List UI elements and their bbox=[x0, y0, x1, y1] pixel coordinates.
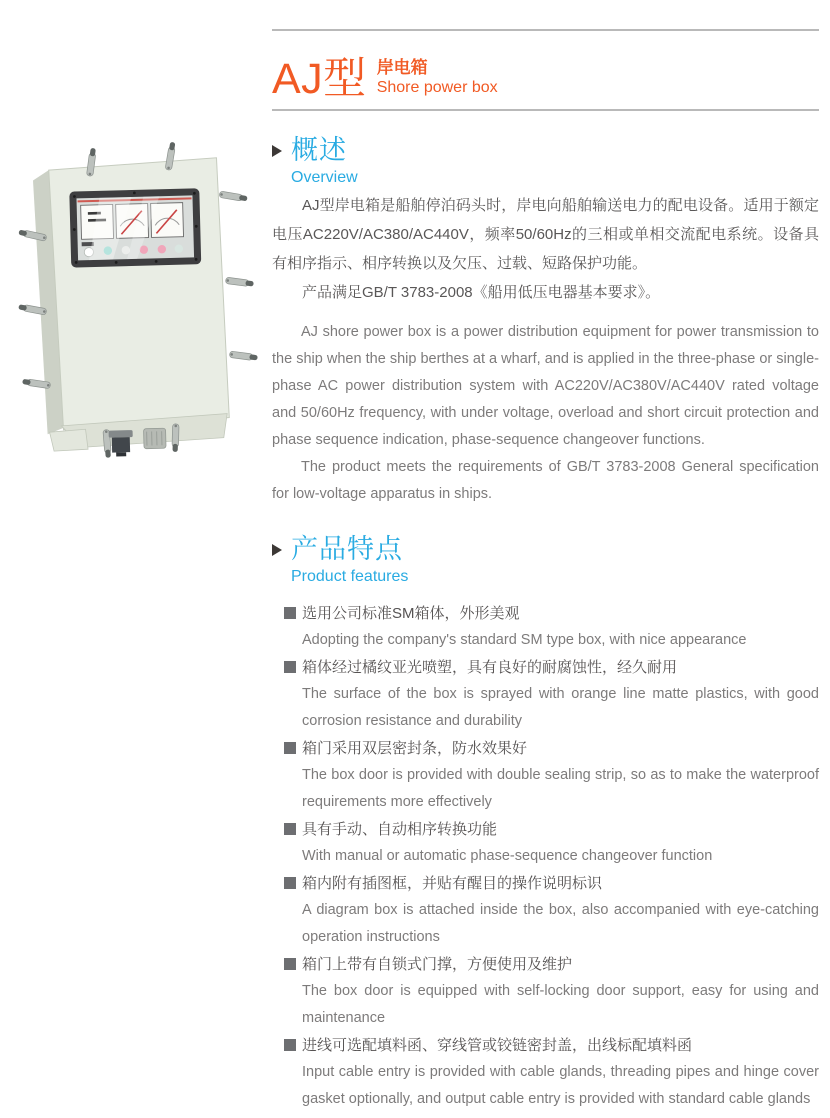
product-name-zh: 岸电箱 bbox=[376, 58, 428, 78]
section-arrow-icon bbox=[272, 544, 282, 556]
product-name bbox=[377, 58, 498, 100]
features-heading-zh: 产品特点 bbox=[291, 534, 403, 565]
features-heading-en: Product features bbox=[291, 568, 409, 586]
latch-right-2-icon bbox=[225, 277, 254, 287]
feature-bullet-icon bbox=[284, 742, 296, 754]
overview-paragraph-zh-1: AJ型岸电箱是船舶停泊码头时，岸电向船舶输送电力的配电设备。适用于额定电压AC220V/AC380/AC440V，频率50/60Hz的三相或单相交流配电系统。设备具有相序指示、相序转换以及欠压、过载、短路保护功能。 bbox=[272, 197, 819, 273]
gland-dark-cap-icon bbox=[109, 430, 133, 438]
feature-bullet-icon bbox=[284, 607, 296, 619]
feature-item bbox=[284, 735, 819, 816]
section-overview bbox=[272, 135, 819, 508]
latch-right-1-icon bbox=[219, 191, 248, 202]
feature-en: With manual or automatic phase-sequence changeover function bbox=[302, 848, 713, 865]
feature-item bbox=[284, 600, 819, 654]
gland-dark-icon bbox=[112, 437, 130, 452]
feature-bullet-icon bbox=[284, 823, 296, 835]
feature-zh: 箱内附有插图框，并贴有醒目的操作说明标识 bbox=[284, 870, 819, 897]
feature-zh: 箱门采用双层密封条，防水效果好 bbox=[284, 735, 819, 762]
section-features bbox=[272, 534, 819, 1113]
feature-item bbox=[284, 951, 819, 1032]
product-name-en: Shore power box bbox=[376, 78, 498, 96]
feature-en: Adopting the company's standard SM type box, with nice appearance bbox=[302, 632, 747, 649]
feature-en: Input cable entry is provided with cable glands, threading pipes and hinge cover gasket optionally, and output cable entry is provided with standard cable glands bbox=[302, 1064, 819, 1108]
feature-zh: 箱门上带有自锁式门撑，方便使用及维护 bbox=[284, 951, 819, 978]
features-list bbox=[284, 600, 819, 1113]
model-name: AJ型 bbox=[272, 55, 367, 104]
overview-header bbox=[272, 135, 819, 187]
title-divider bbox=[272, 109, 819, 111]
page-title bbox=[272, 43, 819, 104]
product-photo bbox=[6, 134, 258, 460]
latch-right-3-icon bbox=[229, 351, 258, 361]
feature-item bbox=[284, 870, 819, 951]
overview-heading-zh: 概述 bbox=[291, 135, 347, 165]
feature-zh: 具有手动、自动相序转换功能 bbox=[284, 816, 819, 843]
feature-en: The box door is provided with double sealing strip, so as to make the waterproof requirements more effectively bbox=[302, 767, 819, 811]
content-column bbox=[272, 0, 819, 1113]
feature-item bbox=[284, 1032, 819, 1113]
latch-bottom-right-icon bbox=[172, 424, 179, 452]
feature-item bbox=[284, 816, 819, 870]
features-header bbox=[272, 534, 819, 586]
shore-power-box-illustration bbox=[6, 134, 258, 460]
feature-item bbox=[284, 654, 819, 735]
feature-zh: 进线可选配填料函、穿线管或铰链密封盖，出线标配填料函 bbox=[284, 1032, 819, 1059]
overview-body bbox=[272, 191, 819, 508]
overview-paragraph-en-2: The product meets the requirements of GB/T 3783-2008 General specification for low-voltage apparatus in ships. bbox=[272, 459, 819, 503]
overview-heading-en: Overview bbox=[291, 169, 358, 187]
overview-paragraph-en-1: AJ shore power box is a power distribution equipment for power transmission to the ship when the ship berthes at a wharf, and is applied in the three-phase or single-phase AC power distribution system with AC220V/AC380V/AC440V rated voltage and 50/60Hz frequency, with under voltage, overload and short circuit protection and phase sequence indication, phase-sequence changeover functions. bbox=[272, 324, 819, 449]
feature-bullet-icon bbox=[284, 877, 296, 889]
overview-paragraph-zh-2: 产品满足GB/T 3783-2008《船用低压电器基本要求》。 bbox=[302, 284, 661, 302]
feature-zh: 选用公司标准SM箱体，外形美观 bbox=[284, 600, 819, 627]
section-arrow-icon bbox=[272, 145, 282, 157]
box-foot bbox=[50, 429, 89, 451]
feature-en: The surface of the box is sprayed with orange line matte plastics, with good corrosion resistance and durability bbox=[302, 686, 819, 730]
feature-en: A diagram box is attached inside the box, also accompanied with eye-catching operation instructions bbox=[302, 902, 819, 946]
feature-bullet-icon bbox=[284, 661, 296, 673]
feature-zh: 箱体经过橘纹亚光喷塑，具有良好的耐腐蚀性，经久耐用 bbox=[284, 654, 819, 681]
feature-bullet-icon bbox=[284, 958, 296, 970]
feature-bullet-icon bbox=[284, 1039, 296, 1051]
top-divider bbox=[272, 29, 819, 31]
feature-en: The box door is equipped with self-locking door support, easy for using and maintenance bbox=[302, 983, 819, 1027]
